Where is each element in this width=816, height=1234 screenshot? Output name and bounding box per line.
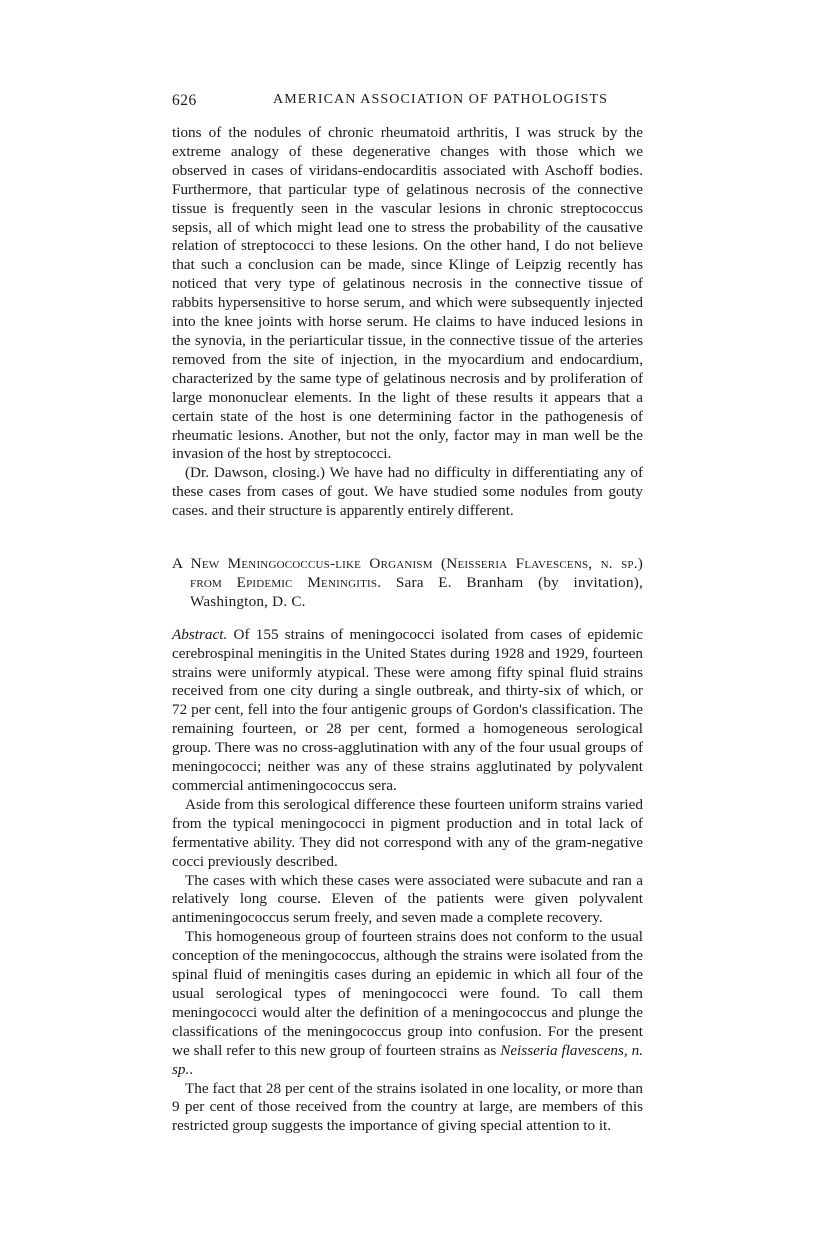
abstract-paragraph <box>172 626 643 796</box>
final-paragraph: The fact that 28 per cent of the strains isolated in one locality, or more than 9 per cent of those received from the country at large, are members of this restricted group suggests the importance of giving special attention to it. <box>172 1079 643 1135</box>
running-header <box>172 92 642 112</box>
page-body <box>172 124 643 1136</box>
body-paragraph: The cases with which these cases were associated were subacute and ran a relatively long course. Eleven of the patients were given polyvalent antimeningococcus serum freely, and seven made a complete recovery. <box>172 871 643 927</box>
running-title: AMERICAN ASSOCIATION OF PATHOLOGISTS <box>273 92 609 107</box>
page-number: 626 <box>172 92 197 109</box>
abstract-label: Abstract. <box>172 625 228 643</box>
abstract-text: Of 155 strains of meningococci isolated from cases of epidemic cerebrospinal meningitis in the United States during 1928 and 1929, fourteen strains were uniformly atypical. These were among fifty spinal fluid strains received from one city during a single outbreak, and thirty-six of which, or 72 per cent, fell into the four antigenic groups of Gordon's classification. The remaining fourteen, or 28 per cent, formed a homogeneous serological group. There was no cross-agglutination with any of the four usual groups of meningococci; neither was any of these strains agglutinated by polyvalent commercial antimeningococcus sera. <box>172 625 643 794</box>
discussion-paragraph: tions of the nodules of chronic rheumatoid arthritis, I was struck by the extreme analogy of these degenerative changes with those which we observed in cases of viridans-endocarditis associated with Aschoff bodies. Furthermore, that particular type of gelatinous necrosis of the connective tissue is frequently seen in the vascular lesions in chronic streptococcus sepsis, all of which might lead one to stress the probability of the causative relation of streptococci to these lesions. On the other hand, I do not believe that such a conclusion can be made, since Klinge of Leipzig recently has noticed that very type of gelatinous necrosis in the connective tissue of rabbits hypersensitive to horse serum, and which were subsequently injected into the knee joints with horse serum. He claims to have induced lesions in the synovia, in the periarticular tissue, in the connective tissue of the arteries removed from the site of injection, in the myocardium and endocardium, characterized by the same type of gelatinous necrosis and by proliferation of large mononuclear elements. In the light of these results it appears that a certain state of the host is one determining factor in the pathogenesis of rheumatic lesions. Another, but not the only, factor may in man well be the invasion of the host by streptococci. <box>172 124 643 463</box>
article-heading <box>172 555 643 612</box>
species-name: Neisseria flavescens, n. sp. <box>172 1041 643 1078</box>
paragraph-text: This homogeneous group of fourteen strains does not conform to the usual conception of the meningococcus, although the strains were isolated from the spinal fluid of meningitis cases during an epidemic in which all four of the usual serological types of meningococci were found. To call them meningococci would alter the definition of a meningococcus and plunge the classifications of the meningococcus group into confusion. For the present we shall refer to this new group of fourteen strains as <box>172 928 643 1059</box>
article-title: A New Meningococcus-like Organism (Neisseria Flavescens, n. sp.) from Epidemic Meningitis. <box>172 555 643 591</box>
body-paragraph <box>172 928 643 1079</box>
body-paragraph: Aside from this serological difference these fourteen uniform strains varied from the typical meningococci in pigment production and in total lack of fermentative ability. They did not correspond with any of the gram-negative cocci previously described. <box>172 795 643 870</box>
sentence-end: . <box>189 1060 194 1078</box>
closing-remarks: (Dr. Dawson, closing.) We have had no difficulty in differentiating any of these cases from cases of gout. We have studied some nodules from gouty cases. and their structure is apparently entirely different. <box>172 464 643 520</box>
article-author: Sara E. Branham (by invitation), Washington, D. C. <box>190 573 644 610</box>
